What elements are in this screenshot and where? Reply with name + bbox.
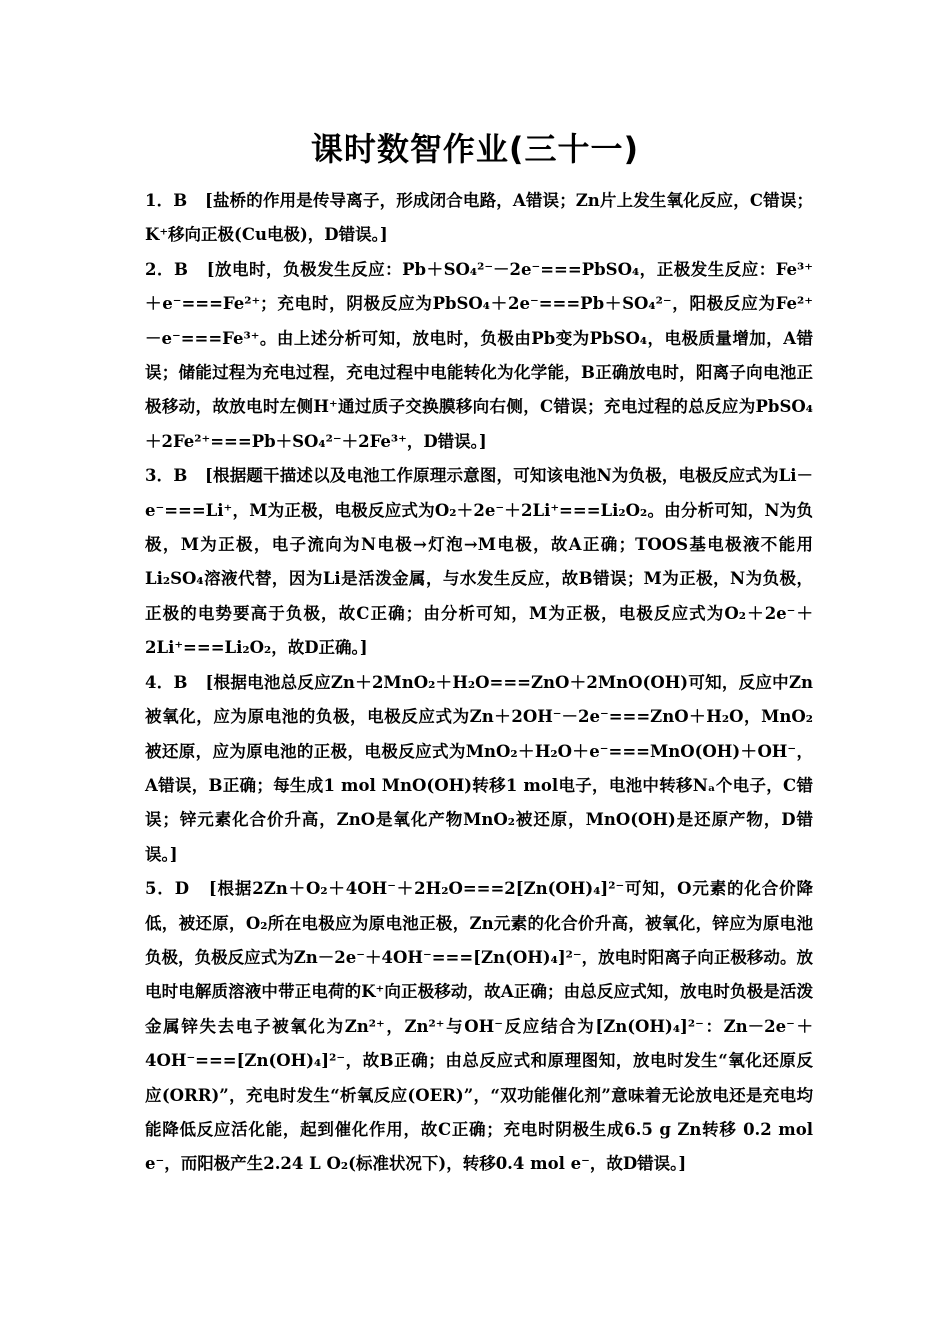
answer-text: [根据电池总反应Zn＋2MnO₂＋H₂O===ZnO＋2MnO(OH)可知，反应中Zn被氧化，应为原电池的负极，电极反应式为Zn＋2OH⁻－2e⁻===ZnO＋H₂O，MnO₂被还原，应为原电池的正极，电极反应式为MnO₂＋H₂O＋e⁻===MnO(OH)＋OH⁻，A错误，B正确；每生成1 mol MnO(OH)转移1 mol电子，电池中转移Nₐ个电子，C错误；锌元素化合价升高，ZnO是氧化产物MnO₂被还原，MnO(OH)是还原产物，D错误。] (145, 672, 813, 864)
answer-number: 3．B (145, 466, 188, 486)
answer-item (145, 872, 813, 1182)
answer-number: 2．B (145, 259, 188, 279)
answer-number: 5．D (145, 879, 190, 899)
answer-item (145, 666, 813, 872)
answer-number: 1．B (145, 191, 188, 210)
answer-text: [根据2Zn＋O₂＋4OH⁻＋2H₂O===2[Zn(OH)₄]²⁻可知，O元素的化合价降低，被还原，O₂所在电极应为原电池正极，Zn元素的化合价升高，被氧化，锌应为原电池负极，负极反应式为Zn－2e⁻＋4OH⁻===[Zn(OH)₄]²⁻，放电时阳离子向正极移动。放电时电解质溶液中带正电荷的K⁺向正极移动，故A正确；由总反应式知，放电时负极是活泼金属锌失去电子被氧化为Zn²⁺，Zn²⁺与OH⁻反应结合为[Zn(OH)₄]²⁻：Zn－2e⁻＋4OH⁻===[Zn(OH)₄]²⁻，故B正确；由总反应式和原理图知，放电时发生“氧化还原反应(ORR)”，充电时发生“析氧反应(OER)”，“双功能催化剂”意味着无论放电还是充电均能降低反应活化能，起到催化作用，故C正确；充电时阴极生成6.5 g Zn转移 0.2 mol e⁻，而阳极产生2.24 L O₂(标准状况下)，转移0.4 mol e⁻，故D错误。] (145, 879, 813, 1174)
answer-number: 4．B (145, 672, 188, 692)
answer-text: [放电时，负极发生反应：Pb＋SO₄²⁻－2e⁻===PbSO₄，正极发生反应：Fe³⁺＋e⁻===Fe²⁺；充电时，阴极反应为PbSO₄＋2e⁻===Pb＋SO₄²⁻，阳极反应为Fe²⁺－e⁻===Fe³⁺。由上述分析可知，放电时，负极由Pb变为PbSO₄，电极质量增加，A错误；储能过程为充电过程，充电过程中电能转化为化学能，B正确放电时，阳离子向电池正极移动，故放电时左侧H⁺通过质子交换膜移向右侧，C错误；充电过程的总反应为PbSO₄＋2Fe²⁺===Pb＋SO₄²⁻＋2Fe³⁺，D错误。] (145, 259, 813, 451)
answer-item (145, 459, 813, 665)
answer-item (145, 184, 813, 253)
answer-list (145, 184, 813, 1182)
answer-text: [盐桥的作用是传导离子，形成闭合电路，A错误；Zn片上发生氧化反应，C错误；K⁺移向正极(Cu电极)，D错误。] (145, 191, 813, 245)
answer-item (145, 253, 813, 459)
answer-text: [根据题干描述以及电池工作原理示意图，可知该电池N为负极，电极反应式为Li－e⁻===Li⁺，M为正极，电极反应式为O₂＋2e⁻＋2Li⁺===Li₂O₂。由分析可知，N为负极，M为正极，电子流向为N电极→灯泡→M电极，故A正确；TOOS基电极液不能用Li₂SO₄溶液代替，因为Li是活泼金属，与水发生反应，故B错误；M为正极，N为负极，正极的电势要高于负极，故C正确；由分析可知，M为正极，电极反应式为O₂＋2e⁻＋2Li⁺===Li₂O₂，故D正确。] (145, 466, 813, 658)
page-title: 课时数智作业(三十一) (310, 130, 640, 168)
